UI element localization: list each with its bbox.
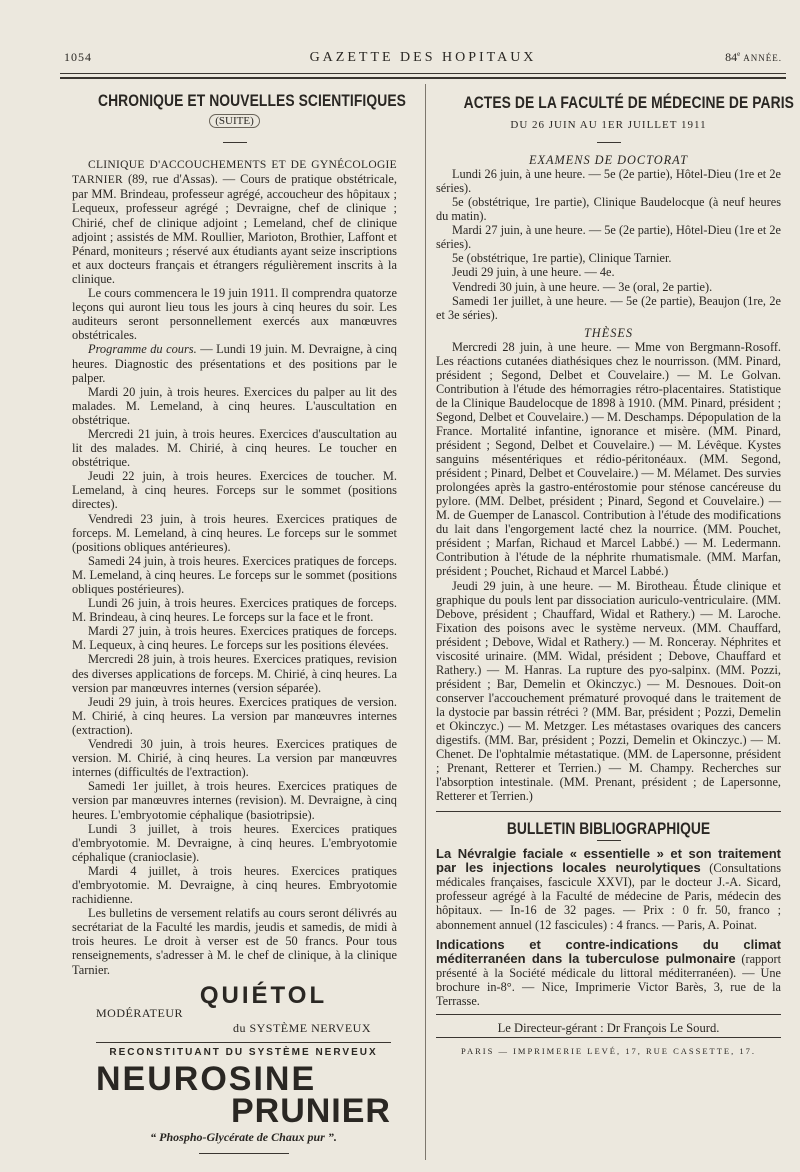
paragraph-text: — Lundi 19 juin. M. Devraigne, à cinq heures. Diagnostic des présentations et des positions par le palper. (72, 342, 398, 385)
examen-entry: Lundi 26 juin, à une heure. — 5e (2e partie), Hôtel-Dieu (1re et 2e séries). (436, 167, 781, 196)
chronique-paragraph (72, 652, 397, 694)
bibliography-text: (Consultations médicales françaises, fascicule XXVI), par le docteur J.-A. Sicard, professeur agrégé à la Faculté de médecine de Paris, médecin des hôpitaux. — In-16 de 32 pages. — Prix : 0 fr. 50, franco ; abonnement annuel (12 fascicules) : 4 francs. — Paris, A. Poinat. (436, 861, 781, 932)
examens-heading: EXAMENS DE DOCTORAT (528, 153, 689, 168)
chronique-heading: CHRONIQUE ET NOUVELLES SCIENTIFIQUES (98, 92, 406, 110)
examen-entry: Mardi 27 juin, à une heure. — 5e (2e partie), Hôtel-Dieu (1re et 2e séries). (436, 223, 781, 252)
paragraph-text: Vendredi 23 juin, à trois heures. Exercices pratiques de forceps. M. Lemeland, à cinq heures. Le forceps sur le sommet (positions obliques antérieures). (72, 511, 397, 554)
chronique-paragraph (72, 427, 397, 469)
chronique-paragraph (72, 737, 397, 779)
advertisement (96, 982, 391, 1154)
examens-list (436, 167, 781, 322)
bibliography-list (436, 847, 781, 1008)
ornament-rule (223, 142, 247, 143)
chronique-paragraph (72, 779, 397, 821)
examen-entry: 5e (obstétrique, 1re partie), Clinique Tarnier. (452, 251, 672, 266)
paragraph-text: Mercredi 28 juin, à trois heures. Exercices pratiques, revision des diverses applications de forceps. M. Chirié, à cinq heures. La version par manœuvres internes (version séparée). (72, 652, 397, 695)
column-divider (425, 84, 426, 1160)
chronique-paragraph (72, 385, 397, 427)
ornament-rule (597, 142, 621, 143)
theses-heading: THÈSES (583, 325, 634, 340)
ad-reconstituant: RECONSTITUANT DU SYSTÈME NERVEUX (109, 1047, 378, 1058)
paragraph-text: Mardi 4 juillet, à trois heures. Exercices pratiques d'embryotomie. M. Devraigne, à cinq heures. Embryotomie rachidienne. (72, 863, 397, 907)
paragraph-text: Mardi 20 juin, à trois heures. Exercices du palper au lit des malades. M. Lemeland, à cinq heures. L'auscultation en obstétrique. (72, 384, 397, 427)
header-rule (60, 73, 786, 74)
bibliography-text: (rapport présenté à la Société médicale du littoral méditerranéen). — Une brochure in-8°. — Nice, Imprimerie Victor Barès, 3, rue de la Terrasse. (436, 951, 781, 1008)
chronique-paragraph (72, 624, 397, 652)
these-entry: Jeudi 29 juin, à une heure. — M. Birotheau. Étude clinique et graphique du pouls lent par dissociation auriculo-ventriculaire. (MM. Debove, président ; Chauffard, Widal et Rathery.) — M. Laroche. Fixation des poisons avec le système nerveux. (MM. Chauffard, président ; Debove, Widal et Rathery.) — M. Ronceray. Néphrites et viscosité urinaire. (MM. Widal, président ; Debove, Chauffard et Rathery.) — M. Hanras. La rupture des pyo-salpinx. (MM. Pozzi, président ; Bar, Demelin et Okinczyc.) — M. Desnoues. Doit-on conserver l'accouchement prématuré provoqué dans le traitement de la dystocie par bassin rétréci ? (MM. Bar, président ; Pozzi, Demelin et Okinczyc.) — M. Metzger. Les métastases ovariques des cancers digestifs. (MM. Bar, président ; Pozzi, Demelin et Okinczyc.) — M. Chenet. De l'ophtalmie métastatique. (MM. de Lapersonne, président ; Prenant, Retterer et Terrien.) — M. Champy. Recherches sur l'absorption intestinale. (MM. Prenant, président ; de Lapersonne, Retterer et Terrien.) (436, 578, 781, 804)
theses-list (436, 340, 781, 804)
bibliography-entry (436, 938, 781, 1008)
imprimerie: PARIS — IMPRIMERIE LEVÉ, 17, RUE CASSETTE, 17. (461, 1045, 756, 1056)
section-rule (436, 811, 781, 812)
chronique-paragraph (72, 512, 397, 554)
paragraph-text: Lundi 3 juillet, à trois heures. Exercices pratiques d'embryotomie. M. Devraigne, à cinq heures. L'embryotomie céphalique (cranioclasie). (72, 821, 397, 864)
paragraph-text: Samedi 24 juin, à trois heures. Exercices pratiques de forceps. M. Lemeland, à cinq heures. Le forceps sur le sommet (positions obliques postérieures). (72, 553, 397, 596)
page-number: 1054 (64, 50, 92, 64)
ad-formula: “ Phospho-Glycérate de Chaux pur ”. (150, 1130, 337, 1144)
paragraph-lead: CLINIQUE D'ACCOUCHEMENTS ET DE GYNÉCOLOGIE TARNIER (72, 159, 397, 187)
actes-heading: ACTES DE LA FACULTÉ DE MÉDECINE DE PARIS (463, 94, 794, 112)
paragraph-text: Le cours commencera le 19 juin 1911. Il comprendra quatorze leçons qui auront lieu tous les jours à cinq heures du soir. Les auditeurs seront personnellement exercés aux manœuvres obstétricales. (72, 286, 397, 343)
paragraph-text: Les bulletins de versement relatifs au cours seront délivrés au secrétariat de la Faculté les mardis, jeudis et samedis, de midi à trois heures. Le droit à verser est de 50 francs. Pour tous renseignements, s'adresser à M. le chef de clinique, à la clinique Tarnier. (72, 906, 397, 977)
paragraph-text: (89, rue d'Assas). — Cours de pratique obstétricale, par MM. Brindeau, professeur agrégé, accoucheur des hôpitaux ; Lequeux, professeur agrégé ; Devraigne, chef de clinique ; Chirié, chef de clinique adjoint ; Lemeland, chef de clinique adjoint ; assistés de MM. Roullier, Marioton, Brothier, Laffont et Pénard, moniteurs ; réservé aux étudiants ayant seize inscriptions et aux docteurs français et étrangers régulièrement inscrits à la clinique. (72, 172, 397, 286)
chronique-paragraph (72, 469, 397, 511)
left-column (72, 84, 406, 977)
running-header (64, 50, 782, 70)
paragraph-text: Mardi 27 juin, à trois heures. Exercices pratiques de forceps. M. Lequeux, à cinq heures. Le forceps sur les positions élevées. (72, 624, 397, 653)
chronique-paragraph (72, 864, 397, 906)
paragraph-text: Mercredi 21 juin, à trois heures. Exercices d'auscultation au lit des malades. M. Chirié, à cinq heures. Le toucher en obstétrique. (72, 426, 397, 470)
paragraph-text: Jeudi 22 juin, à trois heures. Exercices de toucher. M. Lemeland, à cinq heures. Forceps sur le sommet (positions directes). (72, 469, 397, 512)
paragraph-text: Samedi 1er juillet, à trois heures. Exercices pratiques de version par manœuvres internes (revision). M. Devraigne, à cinq heures. L'embryotomie céphalique (basiotripsie). (72, 779, 397, 822)
ad-brand: QUIÉTOL (199, 982, 328, 1009)
ad-product: NEUROSINE (96, 1060, 317, 1098)
footer-rule (436, 1014, 781, 1015)
year-label: 84e ANNÉE. (725, 50, 782, 64)
bibliography-title: Indications et contre-indications du climat méditerranéen dans la tuberculose pulmonaire (436, 936, 781, 966)
chronique-paragraph (72, 906, 397, 976)
ad-end-rule (199, 1153, 289, 1154)
examen-entry: Jeudi 29 juin, à une heure. — 4e. (452, 265, 615, 280)
footer-rule (436, 1037, 781, 1038)
ad-system: du SYSTÈME NERVEUX (232, 1021, 371, 1035)
directeur-gerant: Le Directeur-gérant : Dr François Le Sourd. (497, 1020, 720, 1035)
paragraph-text: Jeudi 29 juin, à trois heures. Exercices pratiques de version. M. Chirié, à cinq heures. La version par manœuvres internes (extraction). (72, 694, 397, 737)
these-entry: Mercredi 28 juin, à une heure. — Mme von Bergmann-Rosoff. Les réactions cutanées diathésiques chez le nourrisson. (MM. Pinard, président ; Segond, Delbet et Couvelaire.) — M. Le Golvan. Contribution à l'étude des hémorragies rétro-placentaires. Statistique de la Clinique Baudelocque de 1898 à 1910. (MM. Pinard, président ; Segond, Delbet et Couvelaire.) — M. Deschamps. Dépopulation de la France. Mortalité infantine, ignorance et misère. (MM. Pinard, président ; Segond, Delbet et Couvelaire.) — M. Lévêque. Kystes sanguins mésentériques et rédio-péritonéaux. (MM. Segond, président ; Pinard, Delbet et Couvelaire.) — M. Mélamet. Des survies prolongées après la gastro-entérostomie pour sténose cancéreuse du pylore. (MM. Delbet, président ; Pinard, Segond et Couvelaire.) — M. de Guemper de Lanascol. Contribution à l'étude des modifications du lait dans l'engorgement lacté chez la nourrice. (MM. Pouchet, président ; Marfan, Richaud et Marcel Labbé.) — M. Ledermann. Contribution à l'étude de la néphrite rhumatismale. (MM. Marfan, président ; Pouchet, Richaud et Marcel Labbé.) (436, 339, 781, 579)
header-rule-thick (60, 77, 786, 79)
paragraph-text: Vendredi 30 juin, à trois heures. Exercices pratiques de version. M. Chirié, à cinq heures. La version par manœuvres internes (difficultés de l'extraction). (72, 737, 397, 780)
examen-entry: Vendredi 30 juin, à une heure. — 3e (oral, 2e partie). (452, 279, 713, 294)
bibliography-title: La Névralgie faciale « essentielle » et son traitement par les injections locales neurolytiques (436, 846, 781, 876)
chronique-paragraph (72, 342, 397, 384)
ornament-rule (597, 840, 621, 841)
chronique-paragraph (72, 822, 397, 864)
chronique-paragraph (72, 157, 397, 286)
chronique-body (72, 157, 397, 976)
actes-dates: DU 26 JUIN AU 1ER JUILLET 1911 (510, 119, 707, 132)
right-column (436, 84, 794, 1058)
paragraph-text: Lundi 26 juin, à trois heures. Exercices pratiques de forceps. M. Brindeau, à cinq heures. Le forceps sur la face et le front. (72, 596, 397, 625)
examen-entry: Samedi 1er juillet, à une heure. — 5e (2e partie), Beaujon (1re, 2e et 3e séries). (436, 293, 781, 322)
examen-entry: 5e (obstétrique, 1re partie), Clinique Baudelocque (à neuf heures du matin). (436, 195, 781, 224)
bulletin-heading: BULLETIN BIBLIOGRAPHIQUE (506, 820, 711, 839)
ad-moderator: MODÉRATEUR (96, 1006, 184, 1020)
chronique-paragraph (72, 554, 397, 596)
paragraph-lead: Programme du cours. (88, 342, 197, 357)
chronique-paragraph (72, 286, 397, 342)
chronique-paragraph (72, 695, 397, 737)
bibliography-entry (436, 847, 781, 931)
ad-rule (96, 1042, 391, 1043)
chronique-paragraph (72, 596, 397, 624)
journal-title: GAZETTE DES HOPITAUX (309, 50, 537, 65)
ad-maker: PRUNIER (230, 1092, 391, 1130)
suite-label: (SUITE) (72, 114, 397, 128)
